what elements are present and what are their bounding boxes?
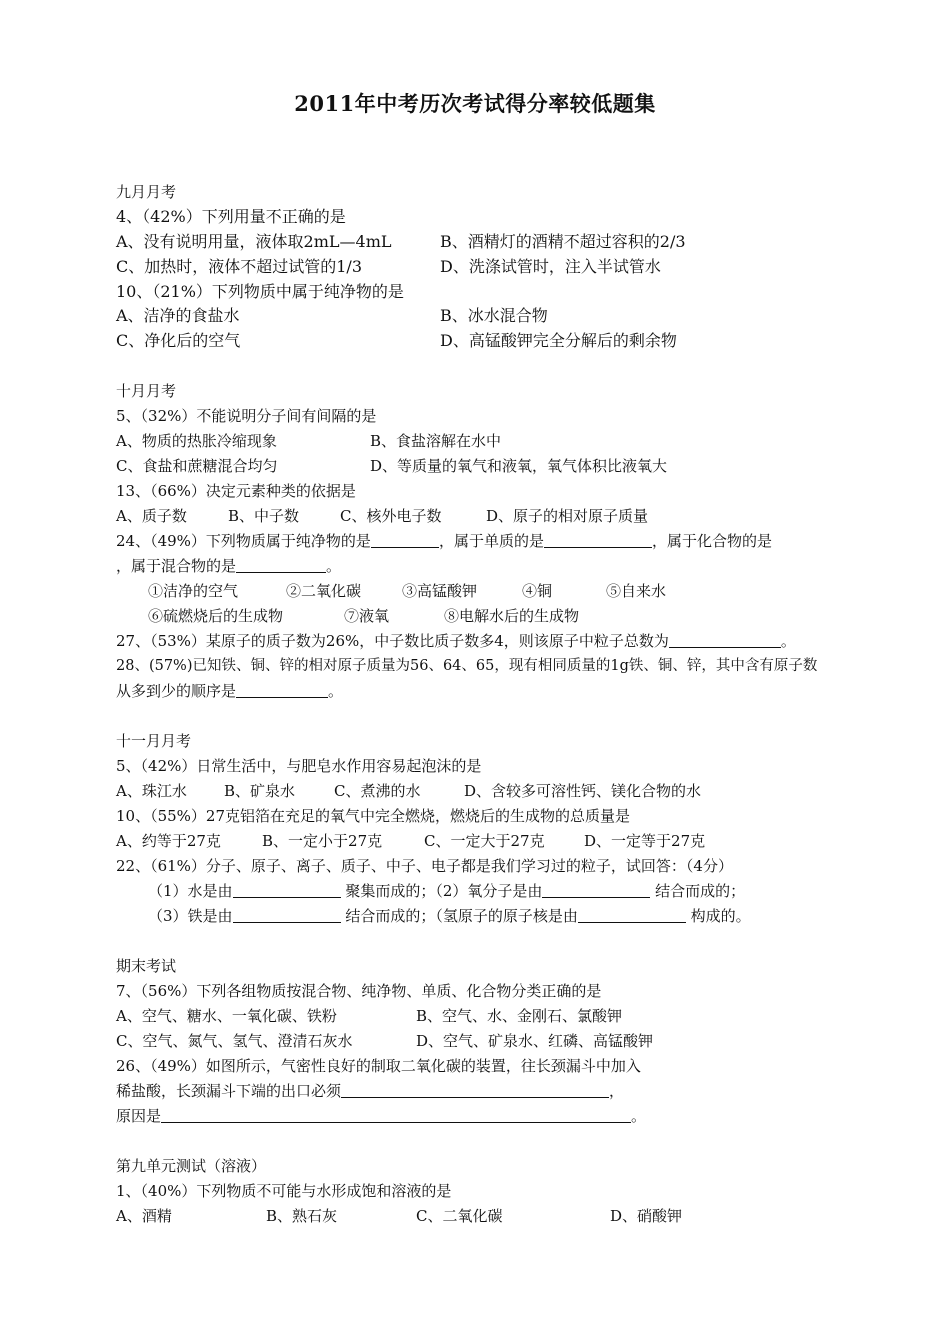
option-b: B、食盐溶解在水中 bbox=[370, 432, 502, 450]
question-1: 1、（40%）下列物质不可能与水形成饱和溶液的是 bbox=[116, 1182, 452, 1200]
answer-blank[interactable] bbox=[542, 883, 650, 898]
section-heading-november: 十一月月考 bbox=[116, 732, 192, 750]
option-a: A、洁净的食盐水 bbox=[116, 306, 240, 325]
question-24 bbox=[116, 531, 772, 551]
question-10: 10、（21%）下列物质中属于纯净物的是 bbox=[116, 282, 404, 301]
item: ⑥硫燃烧后的生成物 bbox=[148, 607, 284, 625]
question-22-part1 bbox=[148, 881, 745, 901]
question-26-text: ， bbox=[609, 1082, 625, 1100]
question-22-text: （1）水是由 bbox=[148, 882, 233, 900]
option-b: B、空气、水、金刚石、氯酸钾 bbox=[416, 1007, 623, 1025]
item: ⑧电解水后的生成物 bbox=[444, 607, 580, 625]
question-24-cont bbox=[116, 556, 341, 576]
option-d: D、高锰酸钾完全分解后的剩余物 bbox=[440, 331, 677, 350]
option-c: C、核外电子数 bbox=[340, 507, 442, 525]
question-22-text: 结合而成的；（氢原子的原子核是由 bbox=[345, 907, 578, 925]
question-27 bbox=[116, 631, 796, 651]
question-24-text: ，属于混合物的是 bbox=[116, 557, 237, 575]
question-28-text: 。 bbox=[328, 682, 344, 700]
question-26: 26、（49%）如图所示，气密性良好的制取二氧化碳的装置，往长颈漏斗中加入 bbox=[116, 1057, 641, 1075]
section-heading-final-exam: 期末考试 bbox=[116, 957, 177, 975]
question-22-text: 构成的。 bbox=[690, 907, 751, 925]
section-heading-unit9: 第九单元测试（溶液） bbox=[116, 1157, 267, 1175]
option-d: D、原子的相对原子质量 bbox=[486, 507, 649, 525]
question-22: 22、（61%）分子、原子、离子、质子、中子、电子都是我们学习过的粒子，试回答：（4分） bbox=[116, 857, 733, 875]
answer-blank[interactable] bbox=[544, 533, 652, 548]
option-c: C、一定大于27克 bbox=[424, 832, 545, 850]
question-24-text: ，属于单质的是 bbox=[438, 532, 544, 550]
answer-blank[interactable] bbox=[578, 908, 686, 923]
question-24-text: 24、（49%）下列物质属于纯净物的是 bbox=[116, 532, 371, 550]
option-d: D、洗涤试管时，注入半试管水 bbox=[440, 257, 661, 276]
question-26-text: 稀盐酸，长颈漏斗下端的出口必须 bbox=[116, 1082, 342, 1100]
page-title: 2011年中考历次考试得分率较低题集 bbox=[294, 91, 656, 116]
question-26-text: 原因是 bbox=[116, 1107, 162, 1125]
question-28-cont bbox=[116, 681, 343, 701]
question-7: 7、（56%）下列各组物质按混合物、纯净物、单质、化合物分类正确的是 bbox=[116, 982, 602, 1000]
item: ⑤自来水 bbox=[606, 582, 667, 600]
question-26-cont bbox=[116, 1081, 624, 1101]
option-b: B、中子数 bbox=[228, 507, 300, 525]
option-b: B、冰水混合物 bbox=[440, 306, 548, 325]
answer-blank[interactable] bbox=[669, 633, 781, 648]
answer-blank[interactable] bbox=[341, 1083, 609, 1098]
answer-blank[interactable] bbox=[233, 908, 341, 923]
question-24-text: 。 bbox=[326, 557, 342, 575]
option-a: A、质子数 bbox=[116, 507, 187, 525]
question-5: 5、（42%）日常生活中，与肥皂水作用容易起泡沫的是 bbox=[116, 757, 482, 775]
section-heading-september: 九月月考 bbox=[116, 183, 177, 201]
question-13: 13、（66%）决定元素种类的依据是 bbox=[116, 482, 356, 500]
section-heading-october: 十月月考 bbox=[116, 382, 177, 400]
option-c: C、净化后的空气 bbox=[116, 331, 241, 350]
option-d: D、空气、矿泉水、红磷、高锰酸钾 bbox=[416, 1032, 654, 1050]
question-10: 10、（55%）27克铝箔在充足的氧气中完全燃烧，燃烧后的生成物的总质量是 bbox=[116, 807, 631, 825]
question-26-text: 。 bbox=[631, 1107, 647, 1125]
option-b: B、酒精灯的酒精不超过容积的2/3 bbox=[440, 232, 686, 251]
option-d: D、等质量的氧气和液氧，氧气体积比液氧大 bbox=[370, 457, 668, 475]
option-a: A、没有说明用量，液体取2mL—4mL bbox=[116, 232, 392, 251]
option-c: C、加热时，液体不超过试管的1/3 bbox=[116, 257, 362, 276]
answer-blank[interactable] bbox=[236, 558, 326, 573]
option-a: A、珠江水 bbox=[116, 782, 187, 800]
question-24-text: ，属于化合物的是 bbox=[651, 532, 772, 550]
option-a: A、物质的热胀冷缩现象 bbox=[116, 432, 277, 450]
question-5: 5、（32%）不能说明分子间有间隔的是 bbox=[116, 407, 377, 425]
question-22-text: 结合而成的； bbox=[655, 882, 746, 900]
option-d: D、硝酸钾 bbox=[610, 1207, 683, 1225]
item: ②二氧化碳 bbox=[286, 582, 362, 600]
question-22-text: （3）铁是由 bbox=[148, 907, 233, 925]
option-c: C、空气、氮气、氢气、澄清石灰水 bbox=[116, 1032, 353, 1050]
option-c: C、食盐和蔗糖混合均匀 bbox=[116, 457, 278, 475]
question-28: 28、(57%)已知铁、铜、锌的相对原子质量为56、64、65，现有相同质量的1g铁、铜、锌，其中含有原子数 bbox=[116, 658, 818, 674]
question-27-text: 。 bbox=[780, 632, 796, 650]
option-b: B、矿泉水 bbox=[224, 782, 296, 800]
item: ④铜 bbox=[522, 582, 553, 600]
option-b: B、一定小于27克 bbox=[262, 832, 383, 850]
question-22-part2 bbox=[148, 906, 751, 926]
item: ③高锰酸钾 bbox=[402, 582, 478, 600]
answer-blank[interactable] bbox=[236, 683, 328, 698]
option-d: D、含较多可溶性钙、镁化合物的水 bbox=[464, 782, 702, 800]
option-a: A、酒精 bbox=[116, 1207, 172, 1225]
option-b: B、熟石灰 bbox=[266, 1207, 338, 1225]
question-4: 4、（42%）下列用量不正确的是 bbox=[116, 207, 346, 226]
answer-blank[interactable] bbox=[371, 533, 439, 548]
item: ①洁净的空气 bbox=[148, 582, 239, 600]
option-c: C、煮沸的水 bbox=[334, 782, 421, 800]
question-26-reason bbox=[116, 1106, 646, 1126]
answer-blank[interactable] bbox=[233, 883, 341, 898]
question-27-text: 27、（53%）某原子的质子数为26%，中子数比质子数多4，则该原子中粒子总数为 bbox=[116, 632, 669, 650]
question-28-text: 从多到少的顺序是 bbox=[116, 682, 237, 700]
item: ⑦液氧 bbox=[344, 607, 390, 625]
option-d: D、一定等于27克 bbox=[584, 832, 706, 850]
option-c: C、二氧化碳 bbox=[416, 1207, 503, 1225]
option-a: A、空气、糖水、一氧化碳、铁粉 bbox=[116, 1007, 337, 1025]
answer-blank[interactable] bbox=[161, 1108, 631, 1123]
question-22-text: 聚集而成的；（2）氧分子是由 bbox=[345, 882, 543, 900]
option-a: A、约等于27克 bbox=[116, 832, 221, 850]
